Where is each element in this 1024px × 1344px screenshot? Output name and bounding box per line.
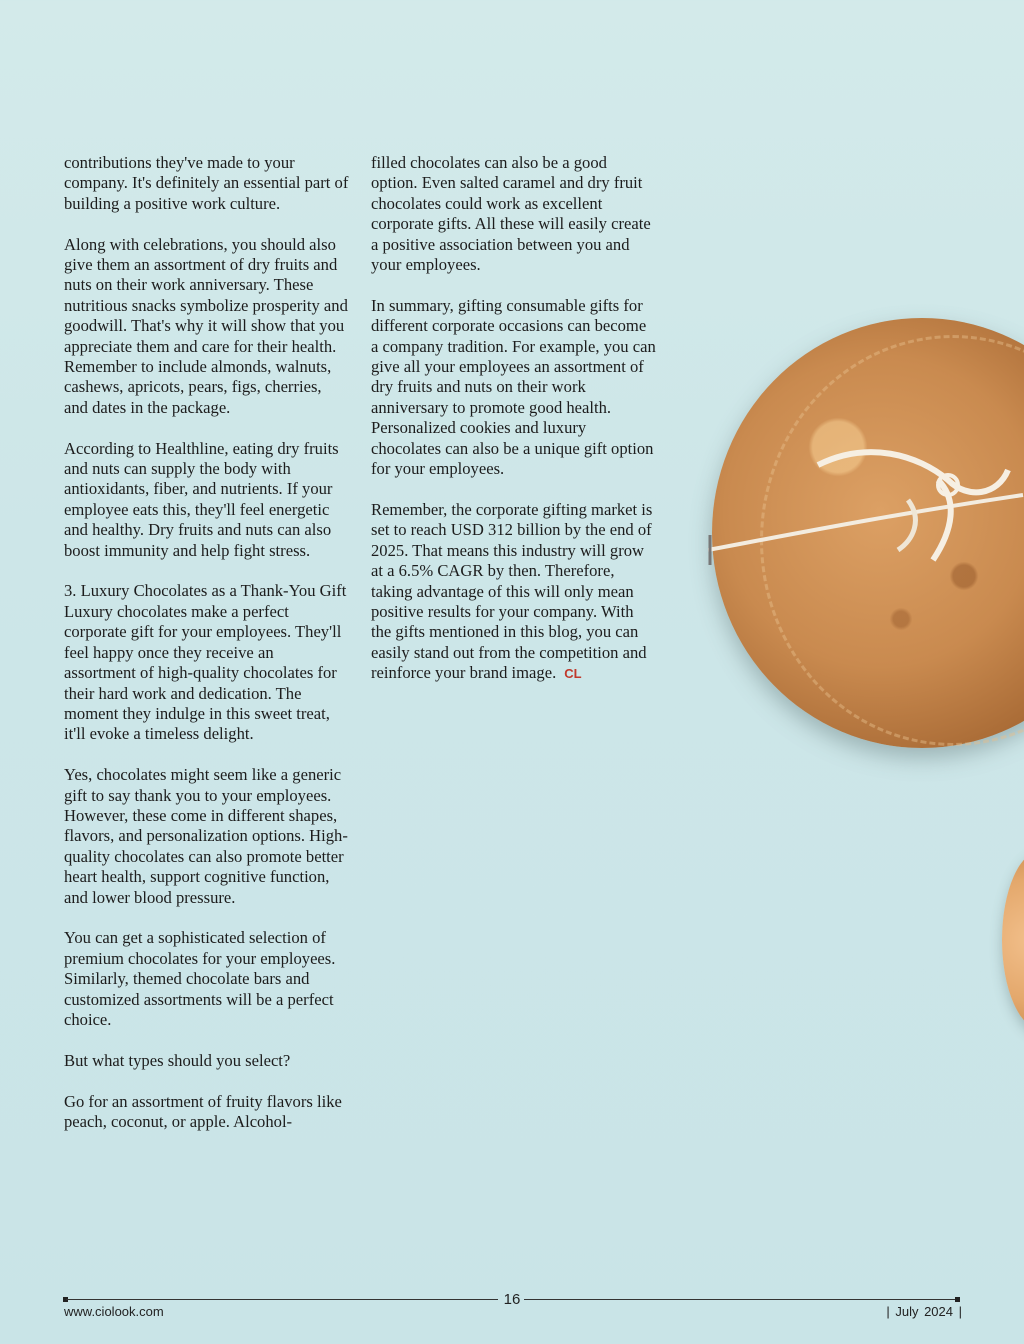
paragraph: In summary, gifting consumable gifts for different corporate occasions can become a company tradition. For example, you can give all your employees an assortment of dry fruits and nuts on their work anniversary to promote good health. Personalized cookies and luxury chocolates can also be a unique gift option for your employees. [371, 295, 656, 479]
paragraph: Yes, chocolates might seem like a generic gift to say thank you to your employees. However, these come in different shapes, flavors, and personalization options. High-quality chocolates can also promote better heart health, support cognitive function, and lower blood pressure. [64, 765, 348, 907]
section-heading: 3. Luxury Chocolates as a Thank-You Gift [64, 581, 347, 601]
twine-decoration [708, 440, 1024, 580]
footer-date: | July 2024 | [886, 1304, 962, 1319]
footer-rule-left [66, 1299, 498, 1300]
article-right-column [371, 153, 656, 705]
paragraph: You can get a sophisticated selection of premium chocolates for your employees. Similarly, themed chocolate bars and customized assortments will be a perfect choice. [64, 928, 336, 1029]
cookie-edge-image [1002, 850, 1024, 1030]
end-mark-icon: CL [564, 666, 582, 682]
footer-rule-right [524, 1299, 956, 1300]
footer-dot-right [955, 1297, 960, 1302]
paragraph: Go for an assortment of fruity flavors like peach, coconut, or apple. Alcohol- [64, 1091, 342, 1131]
paragraph: contributions they've made to your company. It's definitely an essential part of building a positive work culture. [64, 153, 349, 213]
section-body: Luxury chocolates make a perfect corporate gift for your employees. They'll feel happy once they receive an assortment of high-quality chocolates for their hard work and dedication. The moment they indulge in this sweet treat, it'll evoke a timeless delight. [64, 601, 342, 744]
section-block [64, 581, 349, 744]
paragraph: Along with celebrations, you should also give them an assortment of dry fruits and nuts on their work anniversary. These nutritious snacks symbolize prosperity and goodwill. That's why it will show that you appreciate them and care for their health. Remember to include almonds, walnuts, cashews, apricots, pears, figs, cherries, and dates in the package. [64, 234, 348, 417]
article-left-column [64, 153, 349, 1153]
page-number: 16 [503, 1291, 521, 1308]
paragraph: filled chocolates can also be a good option. Even salted caramel and dry fruit chocolates could work as excellent corporate gifts. All these will easily create a positive association between you and your employees. [371, 153, 651, 275]
final-paragraph [371, 500, 656, 685]
paragraph: According to Healthline, eating dry fruits and nuts can supply the body with antioxidants, fiber, and nutrients. If your employee eats this, they'll feel energetic and healthy. Dry fruits and nuts can also boost immunity and help fight stress. [64, 438, 339, 560]
paragraph-text: Remember, the corporate gifting market is set to reach USD 312 billion by the end of 2025. That means this industry will grow at a 6.5% CAGR by then. Therefore, taking advantage of this will only mean positive results for your company. With the gifts mentioned in this blog, you can easily stand out from the competition and reinforce your brand image. [371, 499, 653, 683]
footer-url-link[interactable]: www.ciolook.com [64, 1304, 164, 1319]
paragraph: But what types should you select? [64, 1050, 291, 1070]
